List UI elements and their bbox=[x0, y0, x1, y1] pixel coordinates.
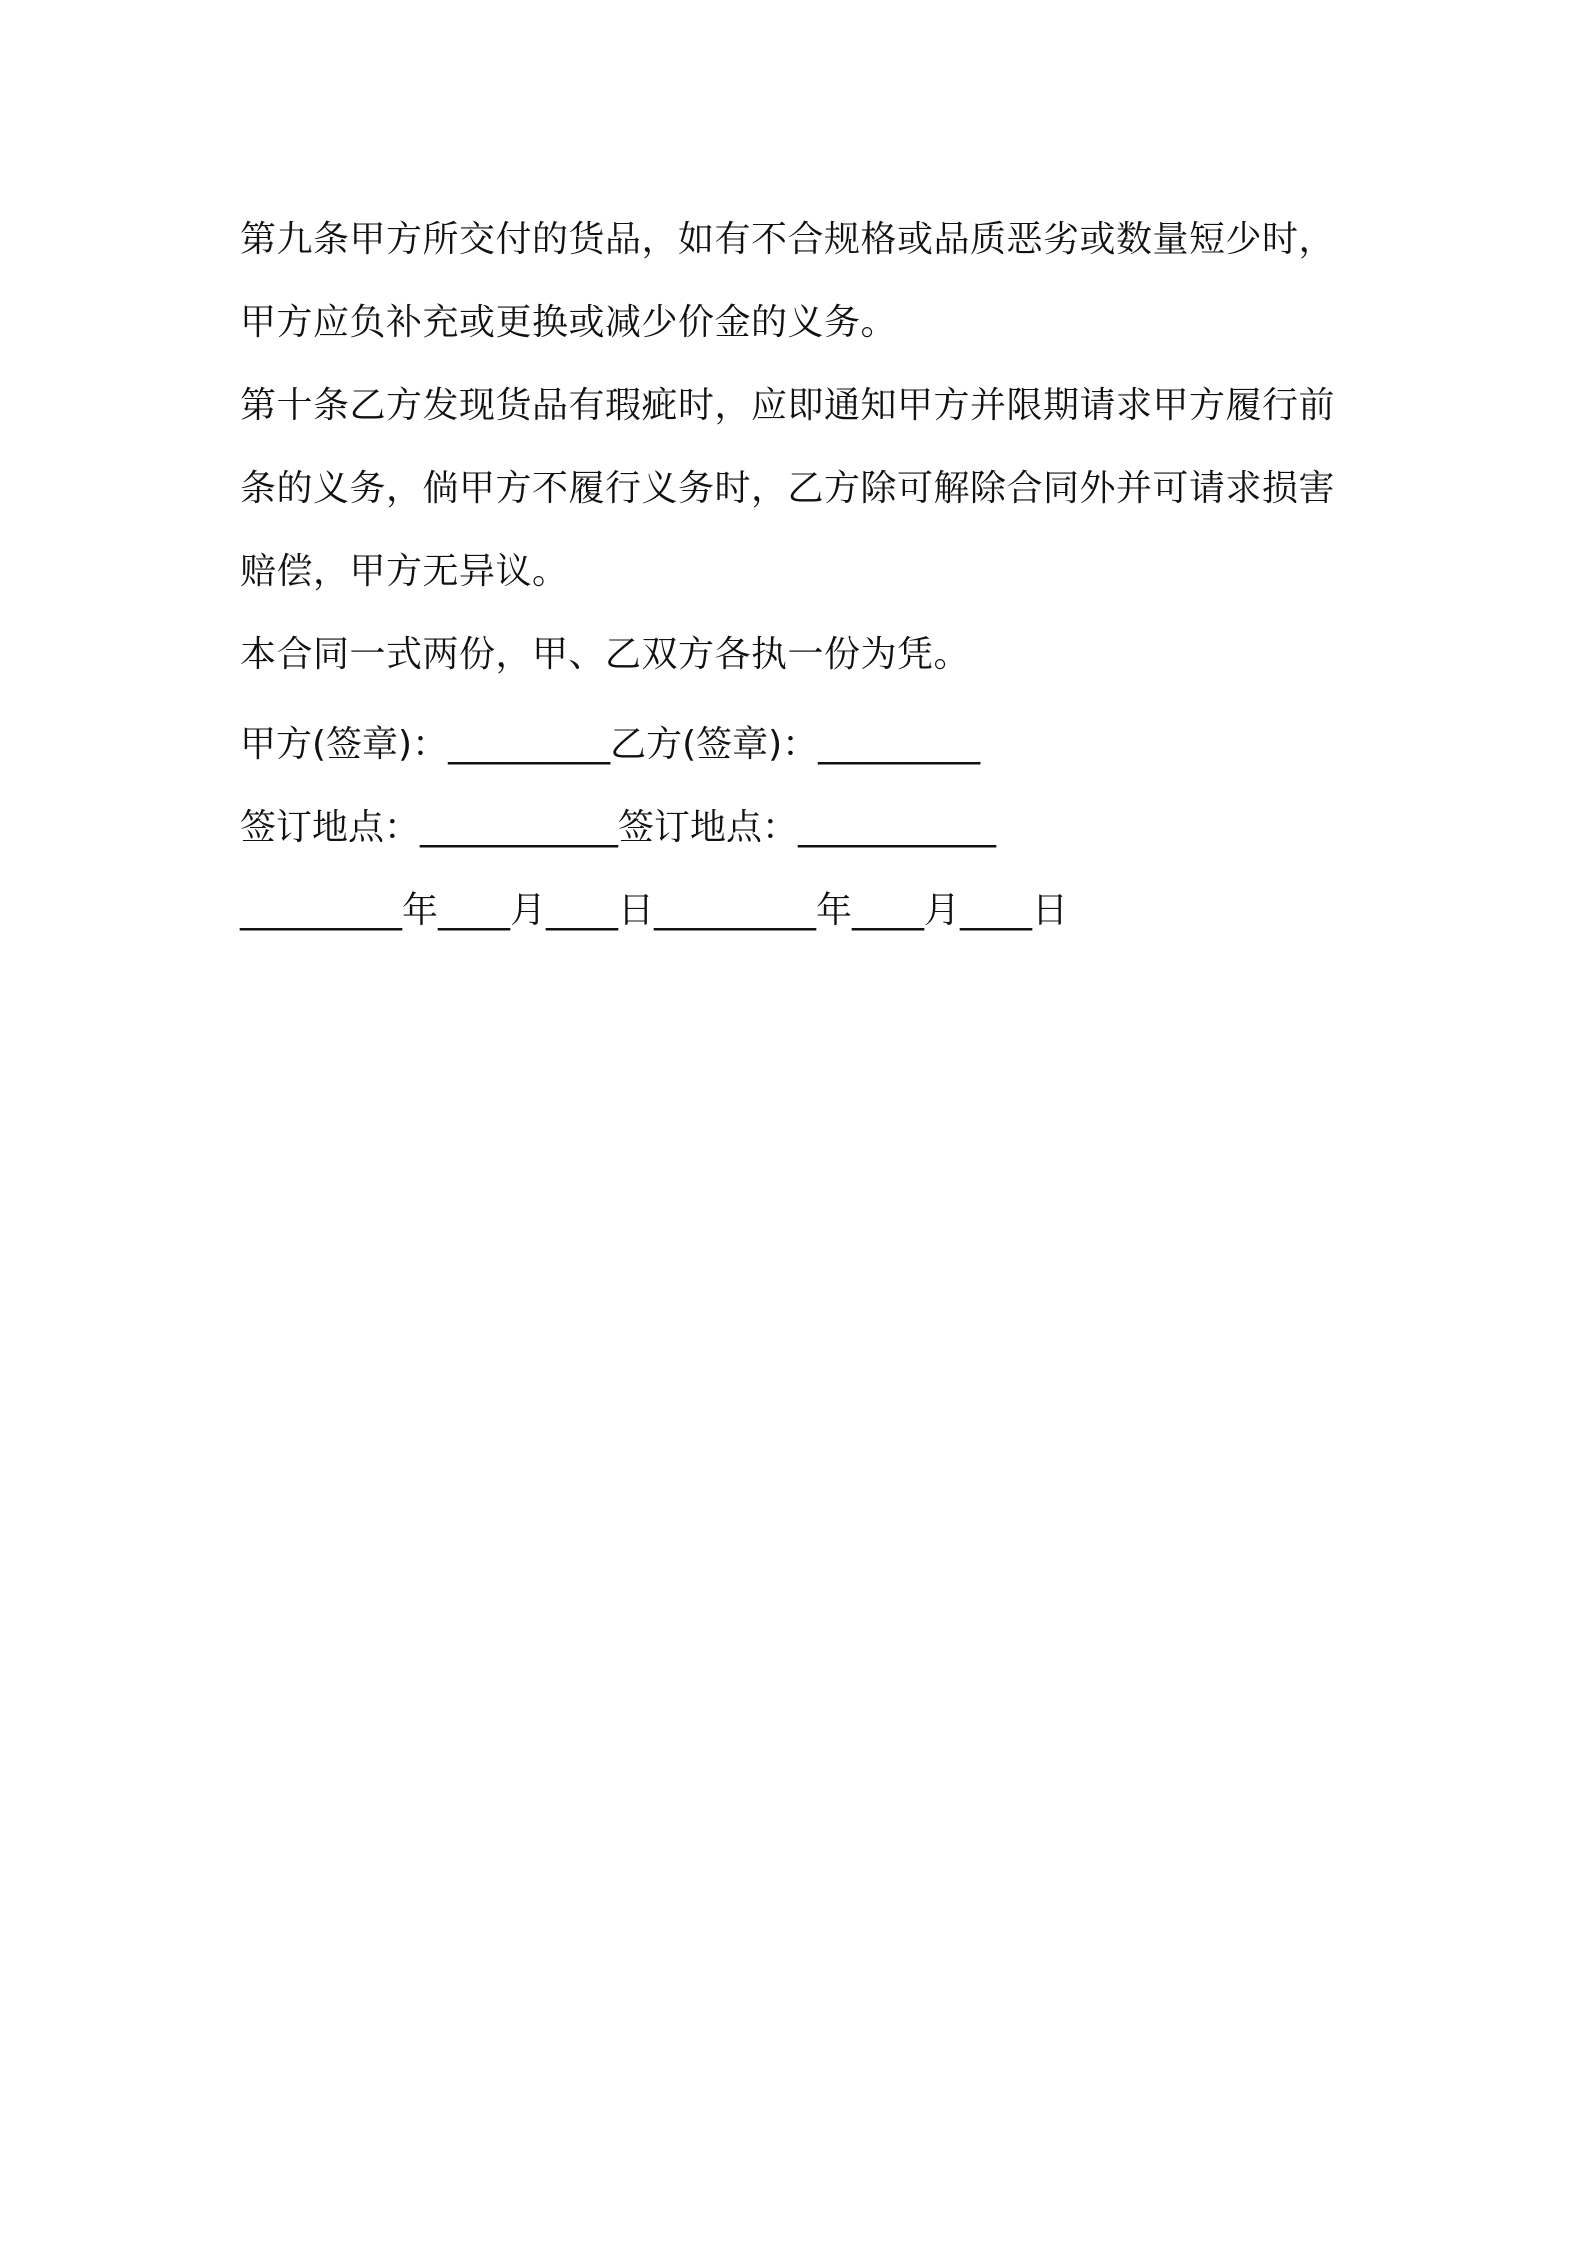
contract-body bbox=[240, 198, 1350, 696]
signing-date-line: _________年____月____日_________年____月____日 bbox=[240, 890, 1068, 931]
clause-9-line-2: 甲方应负补充或更换或减少价金的义务。 bbox=[240, 302, 898, 343]
copies-clause: 本合同一式两份，甲、乙双方各执一份为凭。 bbox=[240, 634, 971, 675]
signature-line: 甲方(签章)：_________乙方(签章)：_________ bbox=[240, 724, 981, 765]
clause-10-line-2: 条的义务，倘甲方不履行义务时，乙方除可解除合同外并可请求损害 bbox=[240, 468, 1336, 509]
signature-block bbox=[240, 703, 1350, 952]
clause-10-line-3: 赔偿，甲方无异议。 bbox=[240, 551, 569, 592]
clause-10-line-1: 第十条乙方发现货品有瑕疵时，应即通知甲方并限期请求甲方履行前 bbox=[240, 385, 1336, 426]
signing-place-line: 签订地点：___________签订地点：___________ bbox=[240, 807, 997, 848]
clause-9-line-1: 第九条甲方所交付的货品，如有不合规格或品质恶劣或数量短少时， bbox=[240, 219, 1336, 260]
